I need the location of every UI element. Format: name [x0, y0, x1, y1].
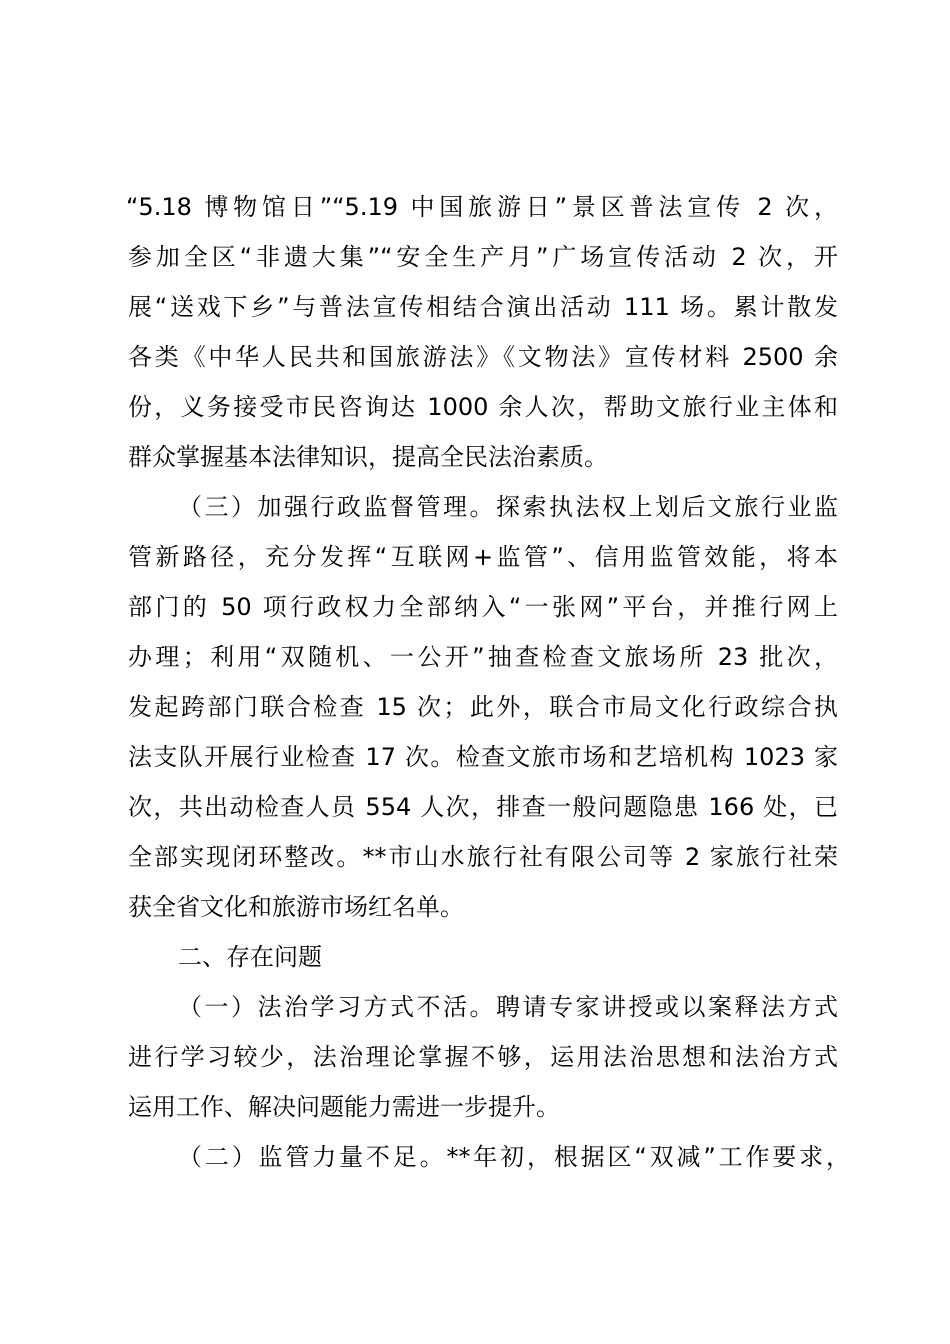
paragraph-line: 群众掌握基本法律知识，提高全民法治素质。	[128, 443, 608, 471]
paragraph-line: 全部实现闭环整改。**市山水旅行社有限公司等 2 家旅行社荣	[128, 843, 838, 871]
paragraph-line: 各类《中华人民共和国旅游法》《文物法》宣传材料 2500 余	[128, 343, 838, 371]
paragraph-line: 次，共出动检查人员 554 人次，排查一般问题隐患 166 处，已	[128, 793, 838, 821]
paragraph-line: 法支队开展行业检查 17 次。检查文旅市场和艺培机构 1023 家	[128, 743, 838, 771]
section-heading-line: （三）加强行政监督管理。探索执法权上划后文旅行业监	[178, 493, 838, 521]
paragraph-line: 运用工作、解决问题能力需进一步提升。	[128, 1093, 560, 1121]
paragraph-line: 获全省文化和旅游市场红名单。	[128, 893, 464, 921]
paragraph-line: 进行学习较少，法治理论掌握不够，运用法治思想和法治方式	[128, 1043, 838, 1071]
paragraph-line: 办理；利用“双随机、一公开”抽查检查文旅场所 23 批次，	[128, 643, 838, 671]
paragraph-line: 部门的 50 项行政权力全部纳入“一张网”平台，并推行网上	[128, 593, 838, 621]
paragraph-line: 份，义务接受市民咨询达 1000 余人次，帮助文旅行业主体和	[128, 393, 838, 421]
section-heading-line: （一）法治学习方式不活。聘请专家讲授或以案释法方式	[178, 993, 838, 1021]
paragraph-line: “5.18 博物馆日”“5.19 中国旅游日”景区普法宣传 2 次，	[126, 193, 838, 221]
paragraph-line: 参加全区“非遗大集”“安全生产月”广场宣传活动 2 次，开	[128, 243, 838, 271]
paragraph-line: 管新路径，充分发挥“互联网+监管”、信用监管效能，将本	[128, 543, 838, 571]
paragraph-line: 发起跨部门联合检查 15 次；此外，联合市局文化行政综合执	[128, 693, 838, 721]
section-title: 二、存在问题	[178, 943, 322, 971]
section-heading-line: （二）监管力量不足。**年初，根据区“双减”工作要求，	[178, 1143, 850, 1171]
paragraph-line: 展“送戏下乡”与普法宣传相结合演出活动 111 场。累计散发	[128, 293, 838, 321]
